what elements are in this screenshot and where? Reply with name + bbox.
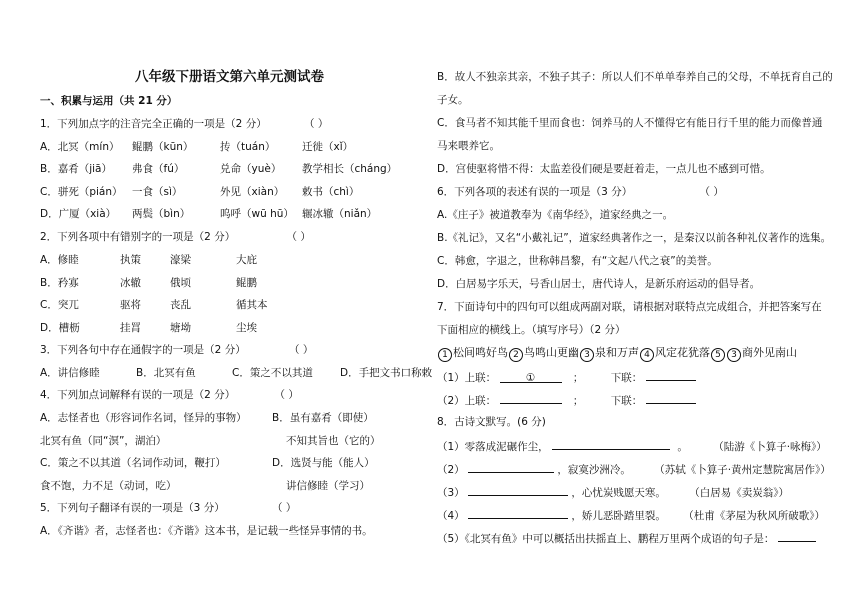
q1-d1: D．广厦（xià） xyxy=(40,208,117,220)
q5-option-c-line2: 马来喂养它。 xyxy=(437,140,500,152)
q2-a1: A．修睦 xyxy=(40,254,79,266)
q6-option-a: A.《庄子》被道教奉为《南华经》，道家经典之一。 xyxy=(437,209,674,221)
q3-answer-paren: （ ） xyxy=(289,344,314,356)
q6-option-d: D．白居易字乐天，号香山居士，唐代诗人，是新乐府运动的倡导者。 xyxy=(437,278,761,290)
q4-l3a: C．策之不以其道（名词作动词，鞭打） xyxy=(40,457,226,469)
q3-d: D．手把文书口称敕 xyxy=(340,367,433,379)
q7-stem-line2: 下面相应的横线上。（填写序号）（2 分） xyxy=(437,324,626,336)
q5-stem xyxy=(40,501,296,515)
q1-stem-text: 1．下列加点字的注音完全正确的一项是（2 分） xyxy=(40,118,267,130)
q8-l2-prefix: （2） xyxy=(437,464,465,476)
q2-answer-paren: （ ） xyxy=(286,231,311,243)
q7-item-6-text: 商外见南山 xyxy=(742,346,797,359)
section-heading: 一、积累与运用（共 21 分） xyxy=(40,95,178,107)
q2-stem xyxy=(40,230,311,244)
q4-stem xyxy=(40,388,299,402)
q7-item-1-text: 松间鸣好鸟 xyxy=(453,346,508,359)
q7-row2-label: （2）上联： xyxy=(437,395,497,407)
q8-l1-end: 。 xyxy=(677,441,688,453)
q7-row-1 xyxy=(437,369,696,385)
q2-c1: C．突兀 xyxy=(40,299,79,311)
q8-line-1 xyxy=(437,438,827,454)
q1-c2: 一食（sì） xyxy=(132,186,183,198)
q2-b2: 冰辙 xyxy=(120,277,141,289)
q2-d2: 挂罥 xyxy=(120,322,141,334)
q2-d4: 尘埃 xyxy=(236,322,257,334)
q7-item-6-num: 3 xyxy=(727,348,741,362)
q4-l4a: 食不饱，力不足（动词，吃） xyxy=(40,480,177,492)
q1-c4: 敕书（chì） xyxy=(302,186,360,198)
page-title: 八年级下册语文第六单元测试卷 xyxy=(135,69,324,85)
q2-a3: 濠梁 xyxy=(170,254,191,266)
q5-option-b-line1: B．故人不独亲其亲，不独子其子：所以人们不单单奉养自己的父母，不单抚育自己的 xyxy=(437,71,833,83)
q8-l4-text: ，娇儿恶卧踏里裂。 xyxy=(571,510,666,522)
q4-stem-text: 4．下列加点词解释有误的一项是（2 分） xyxy=(40,389,236,401)
q2-stem-text: 2．下列各项中有错别字的一项是（2 分） xyxy=(40,231,236,243)
q2-c2: 驱将 xyxy=(120,299,141,311)
q2-d1: D．槽枥 xyxy=(40,322,80,334)
q1-d3: 呜呼（wū hū） xyxy=(220,208,294,220)
q2-c4: 循其本 xyxy=(236,299,268,311)
q1-a2: 鲲鹏（kūn） xyxy=(132,141,194,153)
q3-stem xyxy=(40,343,313,357)
q3-stem-text: 3．下列各句中存在通假字的一项是（2 分） xyxy=(40,344,246,356)
q7-item-3-num: 3 xyxy=(580,348,594,362)
q7-item-3-text: 泉和万声 xyxy=(595,346,639,359)
q8-l3-blank[interactable] xyxy=(468,484,568,496)
q7-row1-sep: ； xyxy=(572,372,584,384)
q6-stem xyxy=(437,185,724,199)
q5-option-c-line1: C．食马者不知其能千里而食也：饲养马的人不懂得它有能日行千里的能力而像普通 xyxy=(437,117,823,129)
q7-row1-lower-blank[interactable] xyxy=(646,369,696,381)
q2-a2: 执策 xyxy=(120,254,141,266)
q7-item-4-num: 4 xyxy=(640,348,654,362)
q5-stem-text: 5．下列句子翻译有误的一项是（3 分） xyxy=(40,502,225,514)
q8-stem: 8．古诗文默写。(6 分) xyxy=(437,416,546,428)
q6-option-b: B.《礼记》，又名“小戴礼记”，道家经典著作之一，是秦汉以前各种礼仪著作的选集。 xyxy=(437,232,832,244)
q1-b2: 弗食（fú） xyxy=(132,163,185,175)
q8-l1-source: （陆游《卜算子·咏梅》） xyxy=(713,441,827,453)
q5-answer-paren: （ ） xyxy=(272,502,297,514)
q7-row2-upper-blank[interactable] xyxy=(500,392,562,404)
q1-a3: 抟（tuán） xyxy=(220,141,276,153)
q1-b4: 教学相长（cháng） xyxy=(302,163,398,175)
q8-l3-prefix: （3） xyxy=(437,487,465,499)
q2-a4: 大庇 xyxy=(236,254,257,266)
q7-poem-items xyxy=(437,346,797,362)
q8-l4-prefix: （4） xyxy=(437,510,465,522)
q8-l4-source: （杜甫《茅屋为秋风所破歌》） xyxy=(683,510,825,522)
q8-l2-text: ，寂寞沙洲冷。 xyxy=(557,464,631,476)
q5-option-b-line2: 子女。 xyxy=(437,94,469,106)
q8-l5-blank[interactable] xyxy=(778,530,816,542)
q1-d4: 辗冰辙（niǎn） xyxy=(302,208,378,220)
q7-stem-line1: 7．下面诗句中的四句可以组成两副对联，请根据对联特点完成组合，并把答案写在 xyxy=(437,301,822,313)
q4-l4b: 讲信修睦（学习） xyxy=(286,480,370,492)
q3-c: C．策之不以其道 xyxy=(232,367,313,379)
q1-answer-paren: （ ） xyxy=(304,118,329,130)
q1-d2: 两鬓（bìn） xyxy=(132,208,191,220)
q1-a1: A．北冥（mín） xyxy=(40,141,120,153)
q7-row2-sep: ； xyxy=(572,395,584,407)
q4-l1b: B．虽有嘉肴（即使） xyxy=(272,412,374,424)
q4-answer-paren: （ ） xyxy=(274,389,299,401)
q3-b: B．北冥有鱼 xyxy=(136,367,196,379)
q7-row2-lower-blank[interactable] xyxy=(646,392,696,404)
q3-a: A．讲信修睦 xyxy=(40,367,100,379)
q8-l3-text: ，心忧炭贱愿天寒。 xyxy=(571,487,666,499)
q6-answer-paren: （ ） xyxy=(699,186,724,198)
q8-l2-source: （苏轼《卜算子·黄州定慧院寓居作》） xyxy=(654,464,831,476)
q7-row2-lower-label: 下联： xyxy=(610,395,643,407)
q7-item-4-text: 风定花犹落 xyxy=(655,346,710,359)
q8-l5-text: （5）《北冥有鱼》中可以概括出扶摇直上、鹏程万里两个成语的句子是： xyxy=(437,533,775,545)
q4-l2a: 北冥有鱼（同“溟”，湖泊） xyxy=(40,435,167,447)
q1-a4: 迁徙（xǐ） xyxy=(302,141,354,153)
q6-option-c: C．韩愈，字退之，世称韩昌黎，有“文起八代之衰”的美誉。 xyxy=(437,255,718,267)
q7-item-1-num: 1 xyxy=(438,348,452,362)
q2-c3: 丧乱 xyxy=(170,299,191,311)
q5-option-d: D．宫使驱将惜不得：太监差役们硬是要赶着走，一点儿也不感到可惜。 xyxy=(437,163,771,175)
q8-l1-prefix: （1）零落成泥碾作尘， xyxy=(437,441,549,453)
q7-row-2 xyxy=(437,392,696,408)
q8-line-3 xyxy=(437,484,789,500)
q8-line-5 xyxy=(437,530,816,546)
q7-row1-lower-label: 下联： xyxy=(610,372,643,384)
q5-option-a: A．《齐谐》者，志怪者也：《齐谐》这本书，是记载一些怪异事情的书。 xyxy=(40,525,373,537)
q4-l1a: A．志怪者也（形容词作名词，怪异的事物） xyxy=(40,412,247,424)
q8-l1-blank[interactable] xyxy=(552,438,670,450)
q8-line-4 xyxy=(437,507,825,523)
q2-b1: B．矜寡 xyxy=(40,277,79,289)
q1-b3: 兑命（yuè） xyxy=(220,163,282,175)
q1-c1: C．骈死（pián） xyxy=(40,186,123,198)
q4-l2b: 不知其旨也（它的） xyxy=(286,435,381,447)
q8-l2-blank[interactable] xyxy=(468,461,554,473)
q7-item-2-num: 2 xyxy=(509,348,523,362)
q7-item-5-num: 5 xyxy=(711,348,725,362)
q4-l3b: D．选贤与能（能人） xyxy=(272,457,375,469)
q6-stem-text: 6．下列各项的表述有误的一项是（3 分） xyxy=(437,186,633,198)
q8-l4-blank[interactable] xyxy=(468,507,568,519)
q1-c3: 外见（xiàn） xyxy=(220,186,285,198)
q8-line-2 xyxy=(437,461,831,477)
q2-b4: 鲲鹏 xyxy=(236,277,257,289)
q7-item-2-text: 鸟鸣山更幽 xyxy=(524,346,579,359)
q2-d3: 塘坳 xyxy=(170,322,191,334)
q7-row1-label: （1）上联： xyxy=(437,372,497,384)
q1-b1: B．嘉肴（jiā） xyxy=(40,163,112,175)
q1-stem xyxy=(40,117,328,131)
q8-l3-source: （白居易《卖炭翁》） xyxy=(689,487,789,499)
q7-row1-upper-blank[interactable]: ① xyxy=(500,371,562,383)
q2-b3: 俄顷 xyxy=(170,277,191,289)
